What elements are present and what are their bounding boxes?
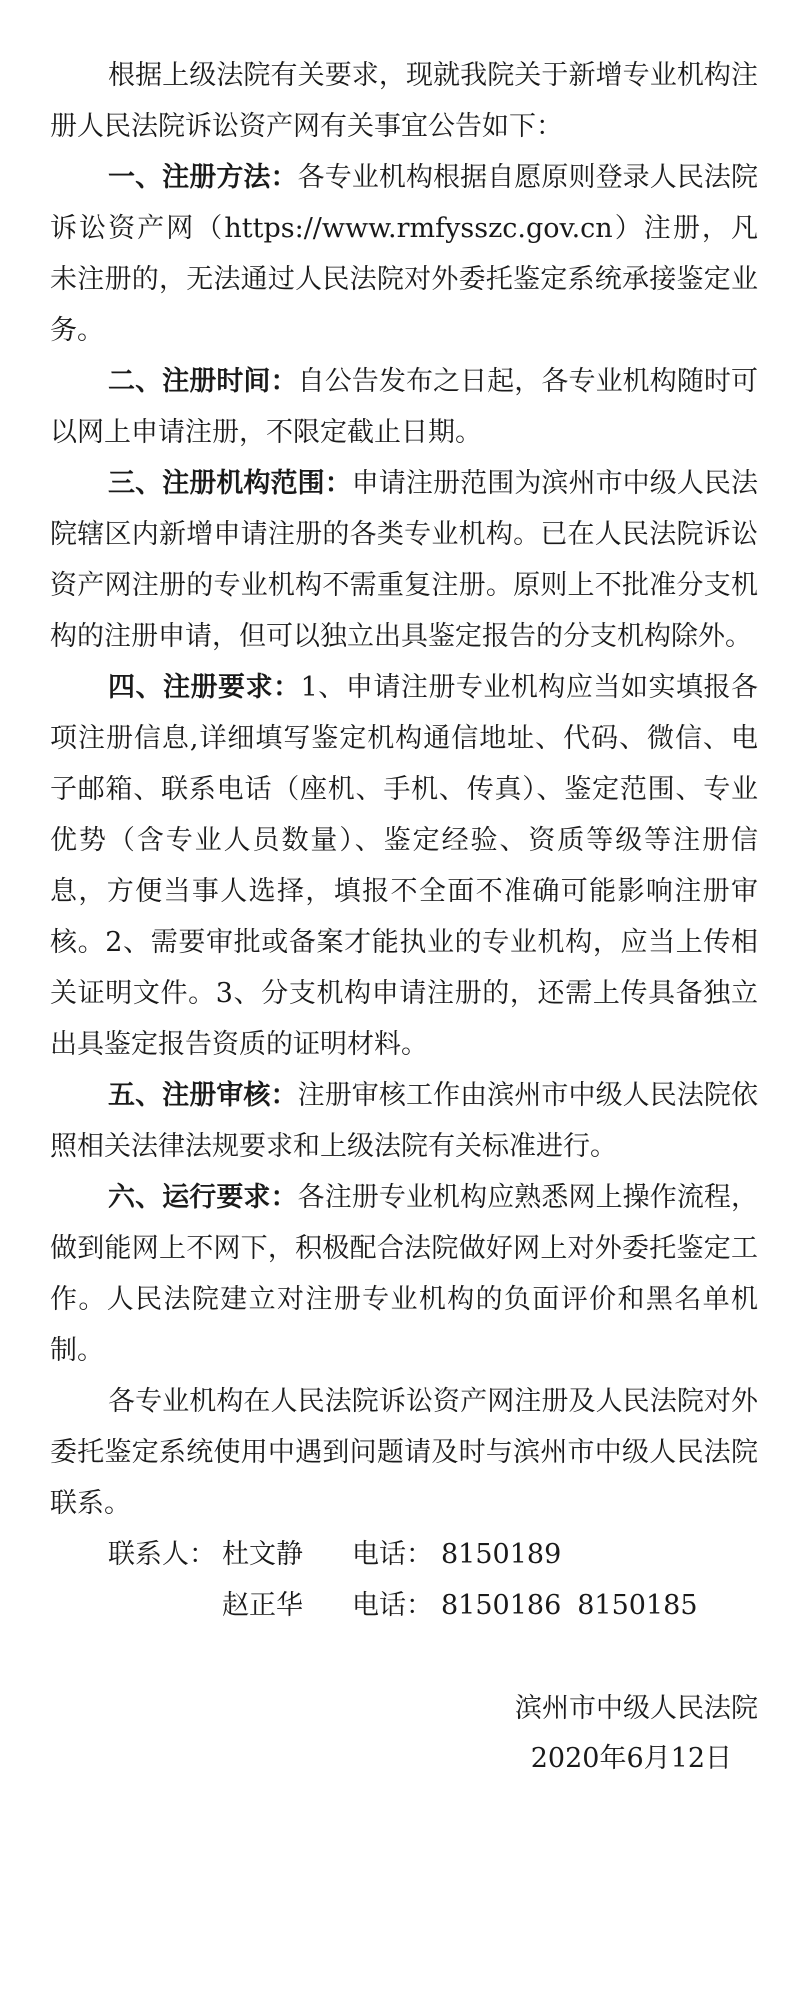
section-heading: 五、注册审核： (108, 1080, 298, 1111)
section-text: 各注册专业机构应熟悉网上操作流程，做到能网上不网下，积极配合法院做好网上对外委托鉴定工作。人民法院建立对注册专业机构的负面评价和黑名单机制。 (50, 1182, 758, 1366)
closing-paragraph: 各专业机构在人民法院诉讼资产网注册及人民法院对外委托鉴定系统使用中遇到问题请及时与滨州市中级人民法院联系。 (50, 1386, 758, 1519)
contact-phone-label: 电话： (352, 1590, 433, 1621)
section-operation-requirements (50, 1172, 758, 1376)
section-heading: 六、运行要求： (108, 1182, 298, 1213)
contact-row (50, 1529, 758, 1580)
signature-org: 滨州市中级人民法院 (515, 1693, 758, 1724)
section-text: 申请注册范围为滨州市中级人民法院辖区内新增申请注册的各类专业机构。已在人民法院诉讼资产网注册的专业机构不需重复注册。原则上不批准分支机构的注册申请，但可以独立出具鉴定报告的分支机构除外。 (50, 468, 759, 652)
section-heading: 三、注册机构范围： (108, 468, 352, 499)
contact-name: 赵正华 (222, 1590, 303, 1621)
contact-label: 联系人： (108, 1539, 216, 1570)
section-text: 注册审核工作由滨州市中级人民法院依照相关法律法规要求和上级法院有关标准进行。 (50, 1080, 758, 1162)
contact-phone-label: 电话： (352, 1539, 433, 1570)
section-registration-method (50, 152, 758, 356)
contact-row (50, 1580, 758, 1631)
section-registration-time (50, 356, 758, 458)
contact-phone: 8150186 (441, 1590, 562, 1621)
contact-name: 杜文静 (222, 1539, 303, 1570)
section-heading: 二、注册时间： (108, 366, 298, 397)
intro-paragraph: 根据上级法院有关要求，现就我院关于新增专业机构注册人民法院诉讼资产网有关事宜公告如下： (50, 60, 758, 142)
section-text: 1、申请注册专业机构应当如实填报各项注册信息,详细填写鉴定机构通信地址、代码、微信、电子邮箱、联系电话（座机、手机、传真）、鉴定范围、专业优势（含专业人员数量）、鉴定经验、资质等级等注册信息，方便当事人选择，填报不全面不准确可能影响注册审核。2、需要审批或备案才能执业的专业机构，应当上传相关证明文件。3、分支机构申请注册的，还需上传具备独立出具鉴定报告资质的证明材料。 (50, 672, 759, 1060)
section-registration-requirements (50, 662, 758, 1070)
section-text: 自公告发布之日起，各专业机构随时可以网上申请注册，不限定截止日期。 (50, 366, 758, 448)
section-registration-scope (50, 458, 758, 662)
contact-phone: 8150185 (577, 1590, 698, 1621)
section-heading: 四、注册要求： (108, 672, 301, 703)
contact-phone: 8150189 (441, 1539, 562, 1570)
signature-date: 2020年6月12日 (530, 1743, 732, 1774)
section-registration-review (50, 1070, 758, 1172)
section-heading: 一、注册方法： (108, 162, 298, 193)
contact-block (50, 1529, 758, 1631)
section-text: 各专业机构根据自愿原则登录人民法院诉讼资产网（https://www.rmfysszc.gov.cn）注册，凡未注册的，无法通过人民法院对外委托鉴定系统承接鉴定业务。 (50, 162, 758, 346)
